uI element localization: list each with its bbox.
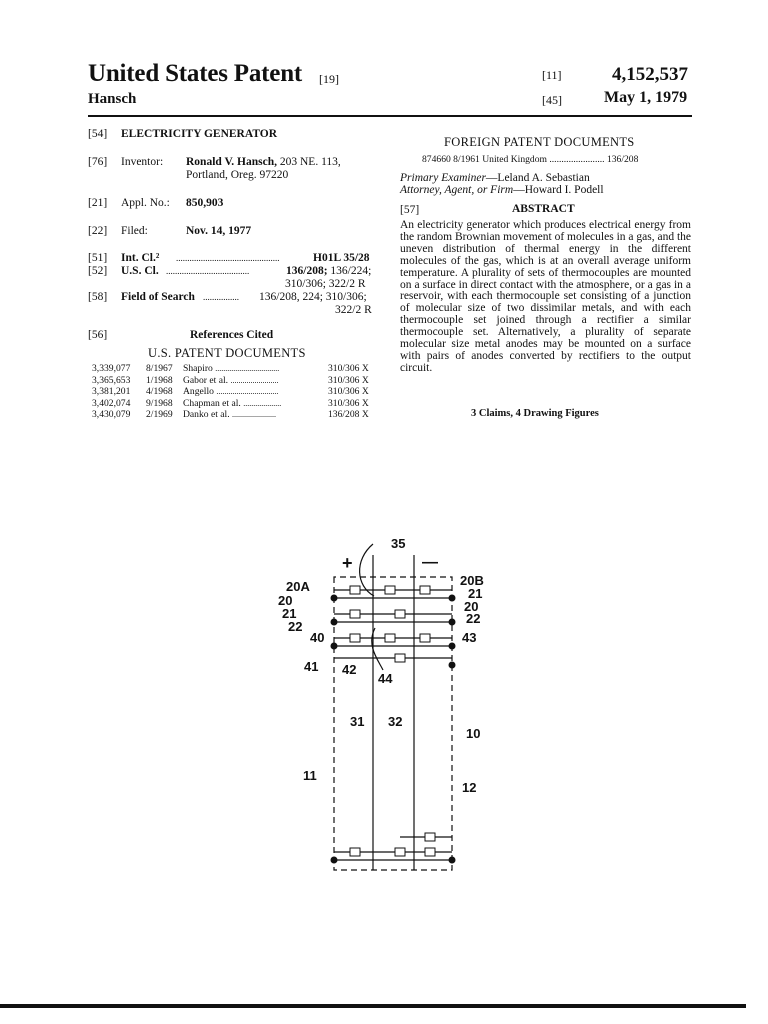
label-minus: — <box>422 554 438 571</box>
abstract-text: An electricity generator which produces electrical energy from the random Brownian movement of molecules in a gas, and the uneven distribution of thermal energy in the different molecules of the gas, which is at an overall average uniform temperature. A plurality of sets of thermocouples are mounted on a surface in direct contact with the atmosphere, or a gas in a reservoir, with each thermocouple set consisting of a junction of molecular size of two dissimilar metals, and with each thermocouple set joined through a rectifier a similar thermocouple set. Alternatively, a plurality of separate molecular size metal anodes may be mounted on a surface with pairs of anodes converted by rectifiers to the output circuit. <box>400 219 691 374</box>
foreign-patent-documents-heading: FOREIGN PATENT DOCUMENTS <box>444 135 635 149</box>
references-code: [56] <box>88 329 108 341</box>
citation-leader-dots: ...................... <box>232 410 277 420</box>
filed-date: Nov. 14, 1977 <box>186 225 252 237</box>
label-35: 35 <box>391 536 406 551</box>
inventor-address-line1: 203 NE. 113, <box>279 156 341 168</box>
citation-class: 310/306 X <box>328 374 369 386</box>
citation-date: 8/1967 <box>146 363 173 374</box>
label-41: 41 <box>304 659 319 674</box>
citation-number: 3,430,079 <box>92 409 131 421</box>
filed-field-code: [22] <box>88 225 108 237</box>
citation-number: 3,381,201 <box>92 386 131 398</box>
citation-date: 2/1969 <box>146 409 173 421</box>
inventor-full-name: Ronald V. Hansch, <box>186 156 277 168</box>
citation-row <box>92 363 369 375</box>
invention-title: ELECTRICITY GENERATOR <box>121 128 278 140</box>
citation-class: 310/306 X <box>328 386 369 398</box>
us-cl-code: [52] <box>88 265 108 277</box>
label-12: 12 <box>462 780 477 795</box>
field-search-value: 136/208, 224; 310/306; <box>259 291 367 303</box>
circuit-drawing <box>270 530 510 880</box>
appl-label: Appl. No.: <box>121 197 170 209</box>
title-ref-code: [19] <box>319 72 339 86</box>
inventor-full <box>186 156 341 169</box>
patent-date: May 1, 1979 <box>604 89 688 106</box>
citation-inventor-name: Shapiro <box>183 363 213 374</box>
label-32: 32 <box>388 714 403 729</box>
inventor-field-code: [76] <box>88 156 108 168</box>
citation-inventor-name: Chapman et al. <box>183 397 241 409</box>
label-11: 11 <box>303 768 317 783</box>
patent-number: 4,152,537 <box>612 64 688 85</box>
label-44: 44 <box>378 671 393 686</box>
label-20-right: 20 <box>464 599 479 614</box>
citation-date: 1/1968 <box>146 374 173 386</box>
attorney-label: Attorney, Agent, or Firm <box>400 184 514 196</box>
label-42: 42 <box>342 662 357 677</box>
us-cl-dots: ..................................... <box>166 266 250 276</box>
label-20-left: 20 <box>278 593 293 608</box>
inventor-label: Inventor: <box>121 156 164 168</box>
citation-row <box>92 375 369 387</box>
us-cl-secondary: 136/224; <box>330 265 372 277</box>
us-cl-primary: 136/208; <box>286 265 328 277</box>
citation-row <box>92 398 369 410</box>
label-21-left: 21 <box>282 606 297 621</box>
claims-drawing-count: 3 Claims, 4 Drawing Figures <box>471 408 599 419</box>
citation-row <box>92 386 369 398</box>
citation-date: 9/1968 <box>146 397 173 409</box>
label-10: 10 <box>466 726 481 741</box>
citation-number: 3,339,077 <box>92 363 131 374</box>
citation-class: 310/306 X <box>328 397 369 409</box>
citation-inventor <box>183 375 328 387</box>
citation-leader-dots: ............................... <box>216 387 279 397</box>
attorney-name: —Howard I. Podell <box>513 184 604 196</box>
patent-date-code: [45] <box>542 93 562 107</box>
us-patent-documents-heading: U.S. PATENT DOCUMENTS <box>148 346 306 360</box>
field-search-code: [58] <box>88 291 108 303</box>
label-20B: 20B <box>460 573 484 588</box>
title-field-code: [54] <box>88 128 108 140</box>
citation-class: 310/306 X <box>328 363 369 374</box>
int-cl-dots: .............................................. <box>176 253 280 263</box>
abstract-code: [57] <box>400 204 420 216</box>
foreign-patent-row: 874660 8/1961 United Kingdom ....................... 136/208 <box>422 154 639 165</box>
int-cl-value: H01L 35/28 <box>313 252 370 264</box>
us-cl-label: U.S. Cl. <box>121 265 159 277</box>
field-search-dots: ................ <box>203 292 239 302</box>
citation-inventor-name: Gabor et al. <box>183 374 229 386</box>
us-cl-value2: 310/306; 322/2 R <box>285 278 366 290</box>
citation-leader-dots: ................................ <box>215 364 280 373</box>
label-43: 43 <box>462 630 477 645</box>
field-search-label: Field of Search <box>121 291 195 303</box>
label-20A: 20A <box>286 579 310 594</box>
primary-examiner-label: Primary Examiner <box>400 172 486 184</box>
label-plus: + <box>342 553 353 573</box>
citation-number: 3,402,074 <box>92 397 131 409</box>
citation-number: 3,365,653 <box>92 374 131 386</box>
field-search-value2: 322/2 R <box>335 304 372 316</box>
attorney-line <box>400 184 604 197</box>
patent-title-heading: United States Patent <box>88 60 303 87</box>
inventor-surname: Hansch <box>88 91 137 107</box>
label-40: 40 <box>310 630 325 645</box>
citations-table <box>92 363 369 421</box>
patent-number-code: [11] <box>542 68 562 82</box>
page-bottom-rule <box>0 1004 746 1008</box>
us-cl-value <box>286 265 371 278</box>
abstract-heading: ABSTRACT <box>512 203 575 215</box>
citation-class: 136/208 X <box>328 409 369 421</box>
inventor-address-line2: Portland, Oreg. 97220 <box>186 169 289 181</box>
filed-label: Filed: <box>121 225 148 237</box>
citation-inventor <box>183 386 328 398</box>
appl-number: 850,903 <box>186 197 224 209</box>
header-rule <box>88 115 692 117</box>
references-heading: References Cited <box>190 329 274 341</box>
citation-inventor-name: Danko et al. <box>183 409 230 421</box>
appl-field-code: [21] <box>88 197 108 209</box>
label-22-right: 22 <box>466 611 481 626</box>
citation-leader-dots: ................... <box>243 398 282 408</box>
citation-inventor <box>183 409 328 421</box>
citation-row <box>92 409 369 421</box>
int-cl-label: Int. Cl.² <box>121 252 160 264</box>
primary-examiner-name: —Leland A. Sebastian <box>485 172 590 184</box>
int-cl-code: [51] <box>88 252 108 264</box>
citation-inventor <box>183 398 328 410</box>
label-22-left: 22 <box>288 619 303 634</box>
citation-inventor-name: Angello <box>183 386 214 398</box>
citation-leader-dots: ........................ <box>230 375 279 385</box>
citation-date: 4/1968 <box>146 386 173 398</box>
label-31: 31 <box>350 714 365 729</box>
citation-inventor <box>183 363 328 375</box>
label-21-right: 21 <box>468 586 483 601</box>
